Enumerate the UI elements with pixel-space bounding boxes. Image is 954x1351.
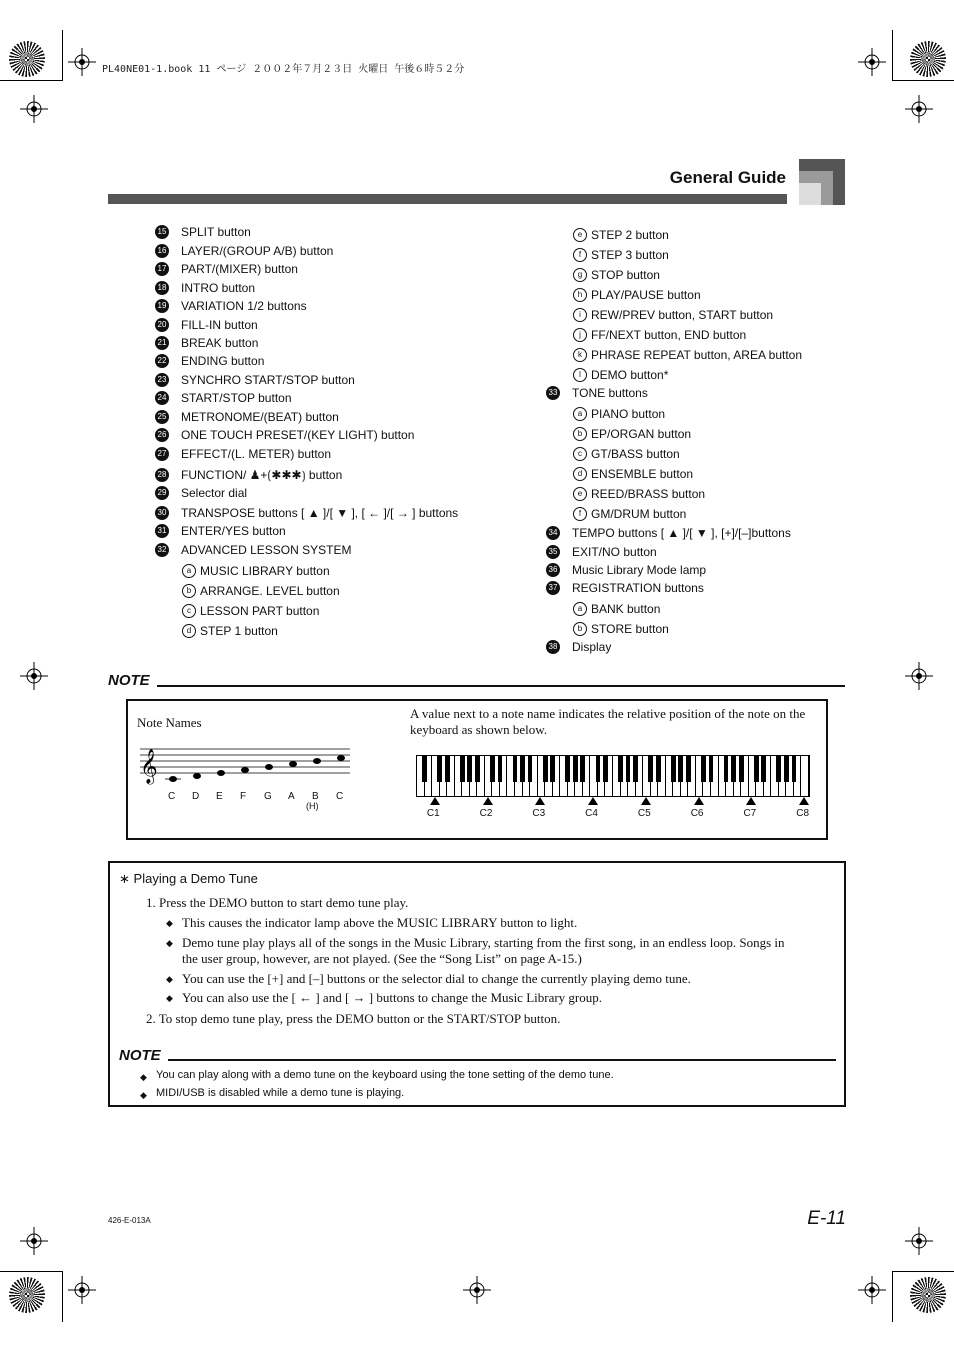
item-label: PLAY/PAUSE button <box>591 288 701 302</box>
item-letter-badge: a <box>573 602 587 616</box>
item-number-badge: 36 <box>546 563 560 577</box>
demo-note-2: MIDI/USB is disabled while a demo tune is playing. <box>156 1087 405 1099</box>
demo-box <box>108 861 846 1107</box>
black-key <box>460 756 465 782</box>
black-key <box>528 756 533 782</box>
item-label: LAYER/(GROUP A/B) button <box>181 244 334 258</box>
item-label: ENTER/YES button <box>181 524 286 538</box>
item-label: BANK button <box>591 602 661 616</box>
black-key <box>437 756 442 782</box>
note-label: NOTE <box>108 672 150 689</box>
black-key <box>498 756 503 782</box>
white-key <box>801 756 809 796</box>
right-parts-list <box>546 228 846 658</box>
registration-wheel-icon <box>910 1277 946 1313</box>
item-number-badge: 21 <box>155 336 169 350</box>
item-letter-badge: a <box>573 407 587 421</box>
black-key <box>467 756 472 782</box>
item-label: FF/NEXT button, END button <box>591 328 747 342</box>
item-number-badge: 19 <box>155 299 169 313</box>
item-letter-badge: c <box>182 604 196 618</box>
bullet-icon: ◆ <box>166 993 173 1003</box>
item-number-badge: 16 <box>155 244 169 258</box>
c-marker-icon <box>430 797 440 805</box>
keyboard-c-label: C7 <box>743 808 757 819</box>
black-key <box>543 756 548 782</box>
item-label: TRANSPOSE buttons [ ▲ ]/[ ▼ ], [ ← ]/[ → ] buttons <box>181 506 459 520</box>
crosshair-icon <box>905 662 933 690</box>
bullet-icon: ◆ <box>166 974 173 984</box>
item-label: PIANO button <box>591 407 666 421</box>
crosshair-icon <box>858 1276 886 1304</box>
keyboard-c-label: C6 <box>690 808 704 819</box>
item-letter-badge: j <box>573 328 587 342</box>
asterisk-icon: ∗ <box>119 871 130 886</box>
note-names-title: Note Names <box>137 715 202 730</box>
demo-note-rule <box>168 1059 836 1061</box>
item-label: EFFECT/(L. METER) button <box>181 447 332 461</box>
demo-bullet-3: You can use the [+] and [–] buttons or the selector dial to change the currently playing demo tune. <box>182 971 691 986</box>
item-number-badge: 18 <box>155 281 169 295</box>
demo-bullet-1: This causes the indicator lamp above the MUSIC LIBRARY button to light. <box>182 915 578 930</box>
item-number-badge: 27 <box>155 447 169 461</box>
footer-code: 426-E-013A <box>108 1216 151 1225</box>
item-letter-badge: a <box>182 564 196 578</box>
crosshair-icon <box>858 48 886 76</box>
crop-header-text: PL40NE01-1.book 11 ページ ２００２年７月２３日 火曜日 午後６時５２分 <box>102 64 465 75</box>
item-number-badge: 15 <box>155 225 169 239</box>
crosshair-icon <box>463 1276 491 1304</box>
note-name-letter: A <box>288 791 295 802</box>
keyboard-c-label: C2 <box>479 808 493 819</box>
item-label: FILL-IN button <box>181 318 258 332</box>
item-label: MUSIC LIBRARY button <box>200 564 330 578</box>
registration-wheel-icon <box>9 41 45 77</box>
black-key <box>656 756 661 782</box>
bullet-icon: ◆ <box>140 1090 147 1100</box>
item-letter-badge: b <box>573 622 587 636</box>
keyboard-c-label: C8 <box>796 808 810 819</box>
item-letter-badge: b <box>182 584 196 598</box>
item-label: SPLIT button <box>181 225 251 239</box>
item-label: REGISTRATION buttons <box>572 581 704 595</box>
crosshair-icon <box>905 1227 933 1255</box>
item-number-badge: 32 <box>155 543 169 557</box>
black-key <box>618 756 623 782</box>
black-key <box>701 756 706 782</box>
note-box <box>126 699 828 840</box>
keyboard-description: A value next to a note name indicates the relative position of the note on the keyboard as shown below. <box>410 706 806 737</box>
item-label: EXIT/NO button <box>572 545 657 559</box>
item-label: SYNCHRO START/STOP button <box>181 373 355 387</box>
item-label: FUNCTION/ ♟+⟮✱✱✱⟯ button <box>181 468 343 482</box>
registration-wheel-icon <box>910 41 946 77</box>
note-rule <box>157 685 845 687</box>
black-key <box>475 756 480 782</box>
item-letter-badge: d <box>182 624 196 638</box>
item-letter-badge: f <box>573 507 587 521</box>
item-letter-badge: b <box>573 427 587 441</box>
black-key <box>550 756 555 782</box>
black-key <box>792 756 797 782</box>
item-letter-badge: d <box>573 467 587 481</box>
item-label: REED/BRASS button <box>591 487 706 501</box>
page-number: E-11 <box>807 1208 846 1229</box>
item-label: TEMPO buttons [ ▲ ]/[ ▼ ], [+]/[–]buttons <box>572 526 791 540</box>
item-label: GM/DRUM button <box>591 507 687 521</box>
c-marker-icon <box>483 797 493 805</box>
item-label: PART/(MIXER) button <box>181 262 298 276</box>
bullet-icon: ◆ <box>166 938 173 948</box>
c-marker-icon <box>746 797 756 805</box>
black-key <box>422 756 427 782</box>
black-key <box>678 756 683 782</box>
black-key <box>513 756 518 782</box>
demo-bullet-2: Demo tune play plays all of the songs in the Music Library, starting from the first song, in an endless loop. Songs in <box>182 935 785 950</box>
note-name-letter: C <box>336 791 344 802</box>
item-number-badge: 28 <box>155 468 169 482</box>
demo-step-1: 1. Press the DEMO button to start demo tune play. <box>146 895 409 910</box>
black-key <box>633 756 638 782</box>
item-label: PHRASE REPEAT button, AREA button <box>591 348 803 362</box>
item-label: BREAK button <box>181 336 259 350</box>
item-label: Selector dial <box>181 486 248 500</box>
black-key <box>724 756 729 782</box>
note-name-letter: G <box>264 791 272 802</box>
black-key <box>490 756 495 782</box>
item-label: ENSEMBLE button <box>591 467 694 481</box>
item-number-badge: 25 <box>155 410 169 424</box>
item-number-badge: 24 <box>155 391 169 405</box>
item-number-badge: 17 <box>155 262 169 276</box>
demo-note-label: NOTE <box>119 1047 161 1064</box>
c-marker-icon <box>694 797 704 805</box>
item-label: Music Library Mode lamp <box>572 563 707 577</box>
crosshair-icon <box>905 95 933 123</box>
black-key <box>445 756 450 782</box>
item-label: ARRANGE. LEVEL button <box>200 584 340 598</box>
keyboard-c-label: C5 <box>637 808 651 819</box>
item-label: TONE buttons <box>572 386 648 400</box>
black-key <box>709 756 714 782</box>
svg-text:𝄞: 𝄞 <box>140 749 158 784</box>
left-parts-list <box>155 225 535 645</box>
black-key <box>739 756 744 782</box>
item-label: STEP 3 button <box>591 248 669 262</box>
item-letter-badge: i <box>573 308 587 322</box>
bullet-icon: ◆ <box>140 1072 147 1082</box>
item-label: METRONOME/(BEAT) button <box>181 410 339 424</box>
black-key <box>686 756 691 782</box>
c-marker-icon <box>799 797 809 805</box>
demo-bullet-2-cont: the user group, however, are not played. (See the “Song List” on page A-15.) <box>182 951 582 966</box>
crop-line <box>892 80 954 81</box>
crosshair-icon <box>20 662 48 690</box>
item-label: GT/BASS button <box>591 447 680 461</box>
item-number-badge: 20 <box>155 318 169 332</box>
item-label: START/STOP button <box>181 391 292 405</box>
black-key <box>671 756 676 782</box>
crop-line <box>892 1272 893 1322</box>
item-letter-badge: k <box>573 348 587 362</box>
note-h-label: (H) <box>306 801 319 811</box>
keyboard-c-label: C4 <box>585 808 598 819</box>
black-key <box>603 756 608 782</box>
item-number-badge: 33 <box>546 386 560 400</box>
item-label: STOP button <box>591 268 660 282</box>
item-letter-badge: f <box>573 248 587 262</box>
c-marker-icon <box>641 797 651 805</box>
black-key <box>648 756 653 782</box>
demo-title-row <box>119 871 258 887</box>
item-number-badge: 30 <box>155 506 169 520</box>
black-key <box>626 756 631 782</box>
demo-bullet-4: You can also use the [ ← ] and [ → ] buttons to change the Music Library group. <box>182 990 603 1005</box>
note-name-letter: D <box>192 791 200 802</box>
black-key <box>754 756 759 782</box>
item-number-badge: 31 <box>155 524 169 538</box>
item-letter-badge: e <box>573 487 587 501</box>
c-marker-icon <box>588 797 598 805</box>
black-key <box>761 756 766 782</box>
c-marker-icon <box>535 797 545 805</box>
demo-title: Playing a Demo Tune <box>133 871 258 886</box>
keyboard-c-label: C1 <box>426 808 440 819</box>
registration-wheel-icon <box>9 1277 45 1313</box>
item-label: Display <box>572 640 612 654</box>
crosshair-icon <box>20 1227 48 1255</box>
crop-line <box>0 1271 63 1272</box>
black-key <box>520 756 525 782</box>
item-letter-badge: e <box>573 228 587 242</box>
item-label: STEP 1 button <box>200 624 278 638</box>
item-number-badge: 37 <box>546 581 560 595</box>
item-label: STEP 2 button <box>591 228 669 242</box>
crop-line <box>892 1271 954 1272</box>
section-title: General Guide <box>669 168 786 187</box>
item-label: ENDING button <box>181 354 265 368</box>
item-number-badge: 22 <box>155 354 169 368</box>
item-number-badge: 34 <box>546 526 560 540</box>
keyboard-c-label: C3 <box>532 808 546 819</box>
note-name-letter: B <box>312 791 319 802</box>
black-key <box>596 756 601 782</box>
item-letter-badge: g <box>573 268 587 282</box>
item-number-badge: 26 <box>155 428 169 442</box>
black-key <box>784 756 789 782</box>
crosshair-icon <box>20 95 48 123</box>
item-number-badge: 23 <box>155 373 169 387</box>
item-number-badge: 29 <box>155 486 169 500</box>
note-name-letter: C <box>168 791 176 802</box>
item-number-badge: 38 <box>546 640 560 654</box>
crop-line <box>62 30 63 80</box>
item-label: EP/ORGAN button <box>591 427 692 441</box>
item-letter-badge: c <box>573 447 587 461</box>
item-letter-badge: l <box>573 368 587 382</box>
bullet-icon: ◆ <box>166 918 173 928</box>
item-label: VARIATION 1/2 buttons <box>181 299 307 313</box>
item-label: DEMO button* <box>591 368 669 382</box>
black-key <box>776 756 781 782</box>
note-name-letter: F <box>240 791 247 802</box>
header-bar <box>108 194 787 204</box>
item-number-badge: 35 <box>546 545 560 559</box>
crop-line <box>892 30 893 80</box>
item-label: REW/PREV button, START button <box>591 308 774 322</box>
black-key <box>565 756 570 782</box>
item-label: ADVANCED LESSON SYSTEM <box>181 543 352 557</box>
demo-note-1: You can play along with a demo tune on the keyboard using the tone setting of the demo tune. <box>156 1069 614 1081</box>
keyboard-diagram <box>416 755 810 797</box>
item-letter-badge: h <box>573 288 587 302</box>
crop-line <box>62 1272 63 1322</box>
header-block <box>799 159 845 205</box>
item-label: STORE button <box>591 622 669 636</box>
black-key <box>731 756 736 782</box>
item-label: LESSON PART button <box>200 604 320 618</box>
demo-step-2: 2. To stop demo tune play, press the DEMO button or the START/STOP button. <box>146 1011 561 1026</box>
item-label: INTRO button <box>181 281 256 295</box>
staff-diagram <box>140 743 355 793</box>
black-key <box>580 756 585 782</box>
crosshair-icon <box>68 1276 96 1304</box>
crosshair-icon <box>68 48 96 76</box>
black-key <box>573 756 578 782</box>
item-label: ONE TOUCH PRESET/(KEY LIGHT) button <box>181 428 415 442</box>
crop-line <box>0 80 63 81</box>
note-name-letter: E <box>216 791 223 802</box>
